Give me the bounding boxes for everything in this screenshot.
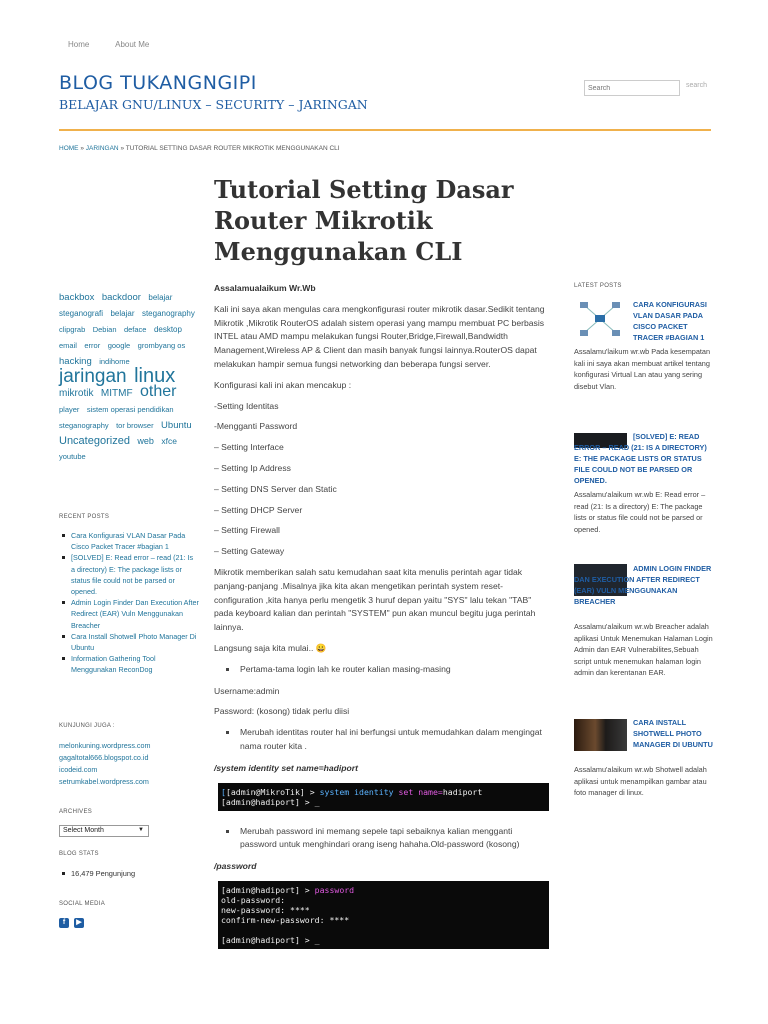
breadcrumb	[59, 145, 340, 152]
archive-selected: Select Month	[63, 827, 104, 834]
tag-link[interactable]: linux	[134, 365, 176, 387]
breadcrumb-separator: »	[120, 145, 125, 152]
term-line: new-password: ****	[221, 904, 310, 915]
post-start: Langsung saja kita mulai.. 😀	[214, 642, 327, 653]
external-link[interactable]: melonkuning.wordpress.com	[59, 741, 151, 750]
social-widget	[59, 901, 105, 928]
step-list	[238, 825, 549, 853]
post-intro: Kali ini saya akan mengulas cara mengkonfigurasi router mikrotik dasar.Sedikit tentang Mikrotik ,Mikrotik RouterOS adalah sistem operasi yang mampu membuat PC berbasis INTEL atau AMD mampu melakukan fungsi Router,Bridge,Firewall,Bandwidth Management,Wireless AP & Client dan masih banyak fungsi lainnya.RouterOS dapat melakukan hampir semua fungsi networking dan beberapa fungsi server.	[214, 303, 545, 369]
facebook-icon[interactable]: f	[59, 918, 69, 928]
tag-link[interactable]: xfce	[161, 436, 177, 446]
latest-post-title[interactable]: ADMIN LOGIN FINDER DAN EXECUTION AFTER REDIRECT (EAR) VULN MENGGUNAKAN BREACHER	[574, 564, 712, 606]
blog-stats-widget	[59, 851, 135, 878]
topic-item: – Setting DNS Server dan Static	[214, 483, 337, 494]
term-cmd: password	[314, 884, 355, 895]
tag-link[interactable]: jaringan	[59, 366, 127, 387]
post-title: Tutorial Setting Dasar Router Mikrotik Menggunakan CLI	[214, 175, 514, 266]
latest-posts-widget	[574, 283, 714, 797]
topic-list	[214, 400, 549, 559]
search-button[interactable]: search	[686, 82, 708, 89]
top-nav	[68, 40, 173, 49]
command-label: /password	[214, 861, 257, 872]
topic-item: -Mengganti Password	[214, 421, 298, 432]
recent-post-link[interactable]: Cara Install Shotwell Photo Manager Di Ubuntu	[59, 631, 199, 653]
search-input[interactable]	[584, 80, 680, 96]
term-line: [admin@hadiport] > _	[221, 934, 320, 945]
tag-link[interactable]: belajar	[148, 293, 173, 302]
step-item: ▪ Merubah password ini memang sepele tapi sebaiknya kalian mengganti password untuk menghindari orang iseng hahaha.Old-password (kosong)	[238, 825, 549, 853]
kunjungi-widget	[59, 723, 199, 788]
widget-title: LATEST POSTS	[574, 283, 622, 289]
topic-item: – Setting DHCP Server	[214, 504, 303, 515]
tag-link[interactable]: error	[84, 341, 101, 350]
widget-title: BLOG STATS	[59, 851, 99, 857]
widget-title: RECENT POSTS	[59, 514, 110, 520]
post-content	[214, 282, 549, 963]
widget-title: SOCIAL MEDIA	[59, 901, 106, 907]
term-line: old-password:	[221, 894, 286, 905]
tag-link[interactable]: other	[140, 383, 177, 400]
visitor-count: 16,479 Pengunjung	[59, 869, 135, 878]
breadcrumb-home[interactable]: HOME	[59, 145, 79, 152]
tag-cloud	[59, 289, 199, 464]
term-cmd: system identity	[319, 786, 399, 797]
tag-link[interactable]: belajar	[110, 309, 135, 318]
tag-link[interactable]: google	[107, 341, 131, 350]
command-label: /system identity set name=hadiport	[214, 762, 358, 773]
post-tips: Mikrotik memberikan salah satu kemudahan saat kita menulis perintah agar tidak panjang-panjang .Misalnya jika kita akan mengetikan perintah system reset-configuration ,kita hanya perlu mengetik 3 huruf depan yaitu "SYS" lalu tekan "TAB" pada keyboard kalian dan perintah "SYSTEM" pun akan muncul begitu juga perintah lainnya.	[214, 566, 536, 633]
tag-link[interactable]: Debian	[92, 325, 117, 334]
recent-post-link[interactable]: Information Gathering Tool Menggunakan ReconDog	[59, 653, 199, 675]
widget-title: KUNJUNGI JUGA :	[59, 723, 115, 729]
breadcrumb-current: TUTORIAL SETTING DASAR ROUTER MIKROTIK MENGGUNAKAN CLI	[125, 145, 340, 152]
header-divider	[59, 129, 711, 131]
chevron-down-icon: ▼	[138, 827, 144, 833]
archives-widget	[59, 809, 149, 837]
external-link[interactable]: gagaltotal666.blogspot.co.id	[59, 753, 149, 762]
latest-post-title[interactable]: [SOLVED] E: READ ERROR – READ (21: IS A DIRECTORY) E: THE PACKAGE LISTS OR STATUS FILE COULD NOT BE PARSED OR OPENED.	[574, 432, 707, 485]
tag-link[interactable]: Ubuntu	[161, 420, 192, 431]
term-cmd: hadiport	[442, 786, 483, 797]
latest-post-title[interactable]: CARA KONFIGURASI VLAN DASAR PADA CISCO PACKET TRACER #BAGIAN 1	[633, 300, 707, 342]
tag-link[interactable]: grombyang os	[137, 341, 186, 350]
photo-thumbnail[interactable]	[574, 719, 627, 751]
tag-link[interactable]: desktop	[153, 325, 182, 334]
tag-link[interactable]: clipgrab	[59, 325, 86, 334]
recent-post-link[interactable]: [SOLVED] E: Read error – read (21: Is a directory) E: The package lists or status file could not be parsed or opened.	[59, 552, 199, 597]
term-prompt: [admin@MikroTik] >	[225, 786, 320, 797]
tag-link[interactable]: email	[59, 341, 77, 350]
term-prompt: [admin@hadiport] >	[221, 884, 315, 895]
latest-post-excerpt: Assalamu'alaikum wr.wb E: Read error – read (21: Is a directory) E: The package lists or status file could not be parsed or opened.	[574, 490, 706, 534]
tag-link[interactable]: steganography	[141, 309, 195, 318]
step-item: ▪ Merubah identitas router hal ini berfungsi untuk memudahkan dalam mengingat nama router kita .	[238, 726, 549, 754]
topic-item: – Setting Gateway	[214, 546, 285, 557]
step-item: ▪ Pertama-tama login lah ke router kalian masing-masing	[238, 663, 549, 677]
tag-link[interactable]: hacking	[59, 356, 92, 367]
step-list	[238, 726, 549, 754]
tag-link[interactable]: web	[137, 436, 154, 446]
external-link[interactable]: setrumkabel.wordpress.com	[59, 777, 149, 786]
login-username: Username:admin	[214, 685, 280, 696]
latest-post-title[interactable]: CARA INSTALL SHOTWELL PHOTO MANAGER DI UBUNTU	[633, 718, 713, 749]
step-list	[238, 663, 549, 677]
topic-item: – Setting Firewall	[214, 525, 280, 536]
archive-select[interactable]	[59, 825, 149, 837]
latest-post-excerpt: Assalamu'alaikum wr.wb Breacher adalah aplikasi Untuk Menemukan Halaman Login Admin dan EAR Vulnerabilites,Sebuah script untuk menemukan halaman login admin dan kerentanan EAR.	[574, 622, 713, 677]
post-covers: Konfigurasi kali ini akan mencakup :	[214, 379, 352, 390]
tag-link[interactable]: player	[59, 405, 80, 414]
post-greeting: Assalamualaikum Wr.Wb	[214, 283, 316, 293]
topic-item: -Setting Identitas	[214, 400, 279, 411]
breadcrumb-separator: »	[80, 145, 84, 152]
terminal-screenshot	[218, 881, 549, 949]
tag-link[interactable]: indihome	[99, 357, 130, 366]
tag-link[interactable]: Uncategorized	[59, 435, 130, 447]
term-cmd: name=	[418, 786, 443, 797]
tag-link[interactable]: tor browser	[116, 421, 154, 430]
recent-posts-widget	[59, 514, 199, 676]
external-link[interactable]: icodeid.com	[59, 765, 98, 774]
tag-link[interactable]: youtube	[59, 452, 86, 461]
tag-link[interactable]: mikrotik	[59, 388, 94, 399]
nav-about-link[interactable]: About Me	[115, 40, 150, 49]
youtube-icon[interactable]: ▶	[74, 918, 84, 928]
latest-post-excerpt: Assalamu'laikum wr.wb Pada kesempatan kali ini saya akan membuat artikel tentang konfigurasi Virtual Lan atau yang sering disebut Vlan.	[574, 347, 711, 391]
breadcrumb-category[interactable]: JARINGAN	[85, 145, 119, 152]
network-diagram-thumbnail[interactable]	[574, 299, 627, 339]
recent-post-link[interactable]: Admin Login Finder Dan Execution After Redirect (EAR) Vuln Menggunakan Breacher	[59, 597, 199, 631]
site-description: BELAJAR GNU/LINUX – SECURITY – JARINGAN	[59, 97, 368, 112]
term-line: confirm-new-password: ****	[221, 914, 350, 925]
tag-link[interactable]: backbox	[59, 292, 95, 303]
tag-link[interactable]: steganography	[59, 421, 109, 430]
term-cmd: set	[398, 786, 419, 797]
term-line: [admin@hadiport] > _	[221, 796, 320, 807]
terminal-screenshot: [[admin@MikroTik] > system identity set name=hadiport [admin@hadiport] > _	[218, 783, 549, 811]
tag-link[interactable]: MITMF	[100, 388, 133, 399]
tag-link[interactable]: deface	[123, 325, 147, 334]
site-title[interactable]: BLOG TUKANGNGIPI	[59, 72, 257, 94]
recent-post-link[interactable]: Cara Konfigurasi VLAN Dasar Pada Cisco Packet Tracer #bagian 1	[59, 530, 199, 552]
tag-link[interactable]: steganografi	[59, 309, 104, 318]
widget-title: ARCHIVES	[59, 809, 93, 815]
tag-link[interactable]: sistem operasi pendidikan	[86, 405, 174, 414]
login-password: Password: (kosong) tidak perlu diisi	[214, 706, 350, 717]
topic-item: – Setting Interface	[214, 442, 284, 453]
nav-home-link[interactable]: Home	[68, 40, 90, 49]
topic-item: – Setting Ip Address	[214, 462, 291, 473]
tag-link[interactable]: backdoor	[101, 292, 141, 303]
latest-post-excerpt: Assalamu'alaikum wr.wb Shotwell adalah aplikasi untuk menampilkan gambar atau foto manager di linux.	[574, 765, 707, 797]
